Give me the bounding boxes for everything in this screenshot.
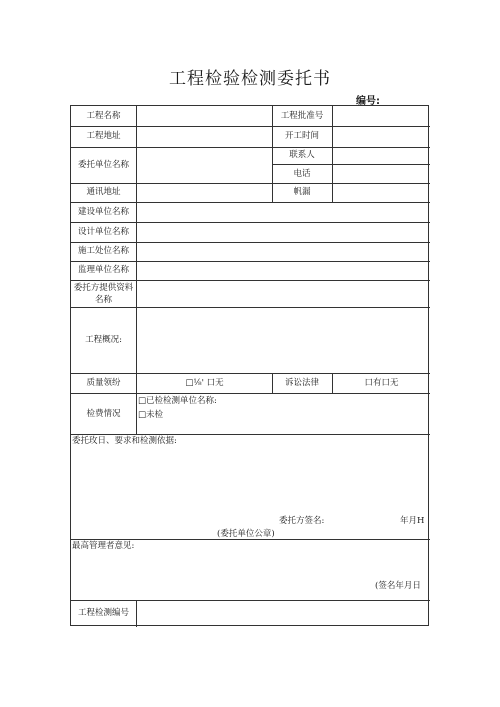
label-test-number: 工程检测编号: [77, 608, 129, 618]
checkbox-not-inspected[interactable]: □未检: [138, 410, 164, 420]
label-client-seal: (委托单位公章): [217, 529, 275, 539]
label-project-name: 工程名称: [86, 111, 121, 121]
label-overview: 工程概况:: [85, 335, 122, 345]
label-requirements: 委托玫日、要求和检测依据:: [72, 436, 177, 446]
label-date-ymd: 年月H: [400, 516, 425, 526]
input-start-time[interactable]: [333, 127, 430, 147]
label-quality-dispute: 质量领纷: [86, 378, 121, 388]
litigation-options[interactable]: 口有口无: [364, 378, 399, 388]
quality-dispute-options[interactable]: □⅛' 口无: [185, 378, 224, 388]
label-supervision-unit: 监理单位名称: [77, 265, 129, 275]
input-client-materials[interactable]: [137, 281, 430, 307]
label-litigation: 诉讼法律: [284, 378, 319, 388]
input-postcode[interactable]: [333, 184, 430, 202]
input-design-unit[interactable]: [137, 223, 430, 242]
input-approval-no[interactable]: [333, 106, 430, 126]
input-client-unit[interactable]: [137, 148, 272, 183]
number-label: 编号:: [356, 96, 380, 107]
input-phone[interactable]: [333, 165, 430, 183]
label-postcode: 帆漏: [293, 187, 311, 197]
label-design-unit: 设计单位名称: [77, 227, 129, 237]
input-supervision-unit[interactable]: [137, 262, 430, 280]
label-client-signature: 委托方签名:: [279, 516, 325, 526]
document-title: 工程检验检测委托书: [169, 69, 331, 89]
label-start-time: 开工时间: [284, 131, 319, 141]
label-manager-opinion: 最高管理者意见:: [72, 541, 135, 551]
input-manager-opinion[interactable]: [72, 553, 429, 581]
input-project-name[interactable]: [137, 106, 272, 126]
label-project-address: 工程地址: [86, 131, 121, 141]
input-overview[interactable]: [137, 308, 430, 373]
label-mail-address: 通讯地址: [86, 187, 121, 197]
input-requirements[interactable]: [72, 448, 429, 513]
label-client-unit: 委托单位名称: [77, 160, 129, 170]
label-approval-no: 工程批准号: [280, 111, 324, 121]
label-phone: 电话: [293, 169, 311, 179]
label-inspection-status: 检费情况: [86, 409, 121, 419]
label-contact-person: 联系人: [289, 150, 315, 160]
input-builder-unit[interactable]: [137, 243, 430, 261]
input-contact-person[interactable]: [333, 148, 430, 164]
input-project-address[interactable]: [137, 127, 272, 147]
label-client-materials-cont: 名称: [94, 295, 112, 305]
label-sign-date: (签名年月日: [375, 581, 421, 591]
input-mail-address[interactable]: [137, 184, 272, 202]
input-test-number[interactable]: [137, 601, 430, 626]
checkbox-inspected[interactable]: □已检检测单位名称:: [138, 396, 217, 406]
label-builder-unit: 施工处位名称: [77, 246, 129, 256]
label-client-materials: 委托方提供资料: [73, 283, 134, 293]
input-construction-unit[interactable]: [137, 203, 430, 222]
label-construction-unit: 建设单位名称: [77, 207, 129, 217]
form-table: [70, 105, 429, 626]
